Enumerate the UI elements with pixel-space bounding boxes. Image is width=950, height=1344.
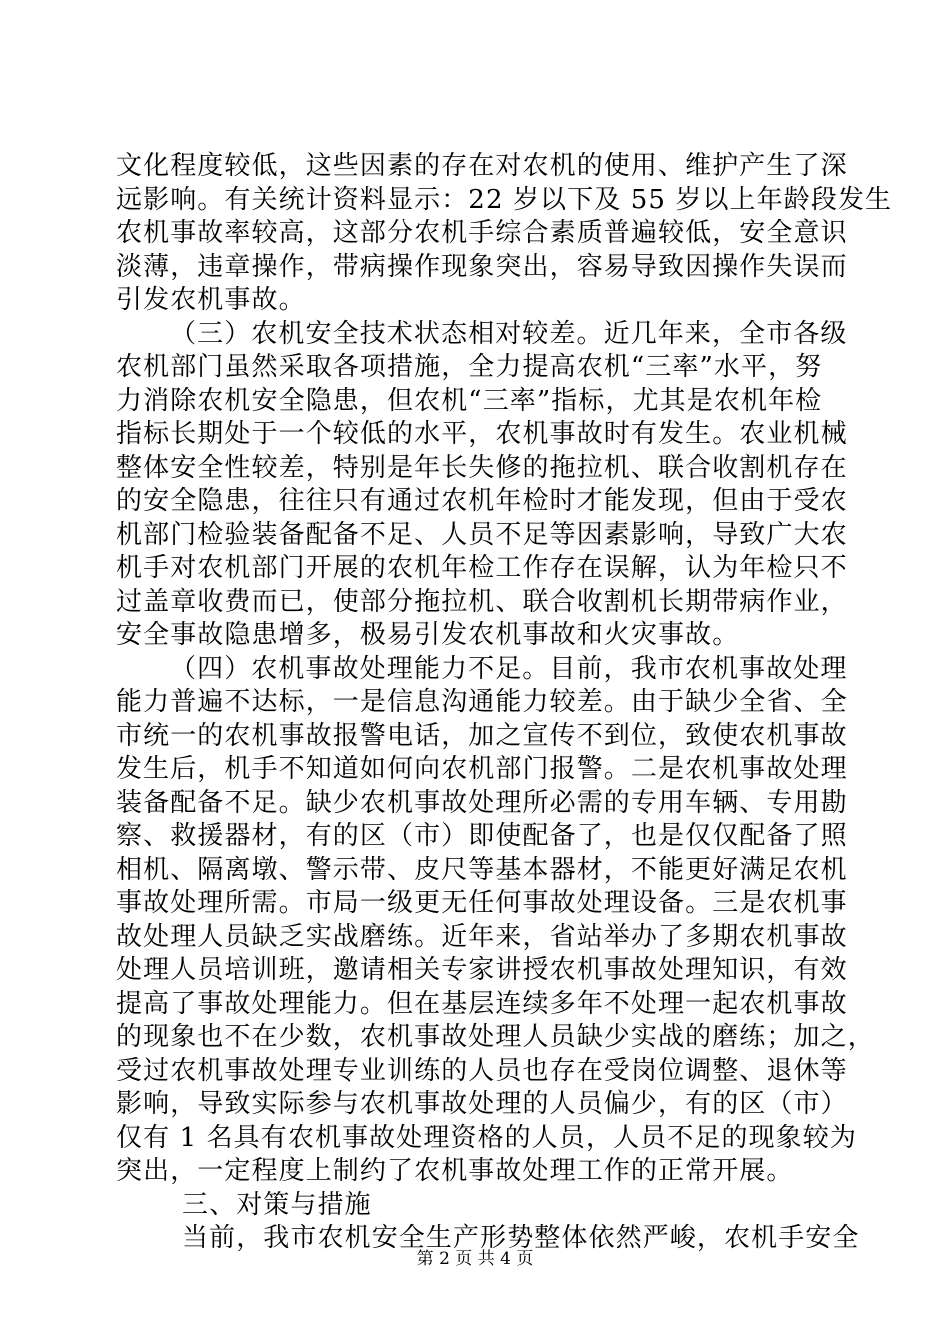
text-line: 整体安全性较差，特别是年长失修的拖拉机、联合收割机存在 — [116, 452, 848, 483]
text-line: 农机事故率较高，这部分农机手综合素质普遍较低，安全意识 — [116, 218, 848, 248]
text-line: 机手对农机部门开展的农机年检工作存在误解，认为年检只不 — [116, 553, 848, 583]
text-line: 指标长期处于一个较低的水平，农机事故时有发生。农业机械 — [116, 419, 848, 449]
paragraph-start-line: （三）农机安全技术状态相对较差。近几年来，全市各级 — [170, 318, 848, 349]
paragraph-start-line: 当前，我市农机安全生产形势整体依然严峻，农机手安全 — [182, 1223, 860, 1253]
text-line: 安全事故隐患增多，极易引发农机事故和火灾事故。 — [116, 620, 740, 650]
text-line: 处理人员培训班，邀请相关专家讲授农机事故处理知识，有效 — [116, 955, 848, 985]
text-line: 力消除农机安全隐患，但农机“三率”指标，尤其是农机年检 — [116, 385, 823, 416]
text-line: 的安全隐患，往往只有通过农机年检时才能发现，但由于受农 — [116, 486, 848, 516]
text-line: 影响，导致实际参与农机事故处理的人员偏少，有的区（市） — [116, 1089, 848, 1119]
document-body — [116, 150, 893, 1256]
text-line: 市统一的农机事故报警电话，加之宣传不到位，致使农机事故 — [116, 720, 848, 751]
section-heading: 三、对策与措施 — [182, 1189, 372, 1220]
text-line: 相机、隔离墩、警示带、皮尺等基本器材，不能更好满足农机 — [116, 854, 848, 885]
text-line: 提高了事故处理能力。但在基层连续多年不处理一起农机事故 — [116, 988, 848, 1019]
text-line: 机部门检验装备配备不足、人员不足等因素影响，导致广大农 — [116, 519, 848, 550]
text-line: 能力普遍不达标，一是信息沟通能力较差。由于缺少全省、全 — [116, 687, 848, 717]
text-line: 装备配备不足。缺少农机事故处理所必需的专用车辆、专用勘 — [116, 787, 848, 818]
text-line: 仅有 1 名具有农机事故处理资格的人员，人员不足的现象较为 — [116, 1122, 857, 1153]
text-line: 事故处理所需。市局一级更无任何事故处理设备。三是农机事 — [116, 888, 848, 918]
text-line: 淡薄，违章操作，带病操作现象突出，容易导致因操作失误而 — [116, 251, 848, 282]
text-line: 受过农机事故处理专业训练的人员也存在受岗位调整、退休等 — [116, 1055, 848, 1086]
paragraph-start-line: （四）农机事故处理能力不足。目前，我市农机事故处理 — [170, 653, 848, 684]
text-line: 的现象也不在少数，农机事故处理人员缺少实战的磨练；加之， — [116, 1022, 875, 1052]
text-line: 发生后，机手不知道如何向农机部门报警。二是农机事故处理 — [116, 754, 848, 784]
text-line: 察、救援器材，有的区（市）即使配备了，也是仅仅配备了照 — [116, 821, 848, 851]
text-line: 远影响。有关统计资料显示：22 岁以下及 55 岁以上年龄段发生 — [116, 184, 893, 215]
text-line: 引发农机事故。 — [116, 285, 306, 315]
text-line: 文化程度较低，这些因素的存在对农机的使用、维护产生了深 — [116, 151, 848, 181]
text-line: 过盖章收费而已，使部分拖拉机、联合收割机长期带病作业， — [116, 586, 848, 617]
text-line: 农机部门虽然采取各项措施，全力提高农机“三率”水平，努 — [116, 352, 823, 382]
text-line: 突出，一定程度上制约了农机事故处理工作的正常开展。 — [116, 1156, 794, 1186]
text-line: 故处理人员缺乏实战磨练。近年来，省站举办了多期农机事故 — [116, 921, 848, 952]
page-number: 第 2 页 共 4 页 — [416, 1249, 534, 1269]
